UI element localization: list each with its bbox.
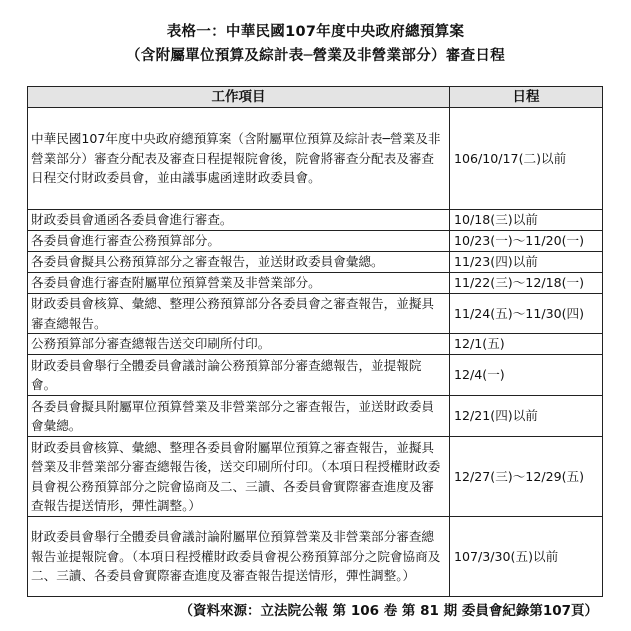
task-cell: 各委員會進行審查公務預算部分。 <box>28 231 450 252</box>
table-row <box>28 108 603 210</box>
task-cell: 財政委員會核算、彙總、整理公務預算部分各委員會之審查報告，並擬具審查總報告。 <box>28 294 450 334</box>
date-cell: 106/10/17(二)以前 <box>450 108 603 210</box>
table-row <box>28 396 603 437</box>
task-cell: 財政委員會舉行全體委員會議討論附屬單位預算營業及非營業部分審查總報告並提報院會。（本項日程授權財政委員會視公務預算部分之院會協商及二、三讀、各委員會實際審查進度及審查報告提送情形，彈性調整。） <box>28 517 450 597</box>
column-header-date: 日程 <box>450 87 603 108</box>
date-cell: 12/27(三)～12/29(五) <box>450 437 603 517</box>
table-row <box>28 294 603 334</box>
date-cell: 107/3/30(五)以前 <box>450 517 603 597</box>
task-cell: 各委員會進行審查附屬單位預算營業及非營業部分。 <box>28 273 450 294</box>
table-row <box>28 517 603 597</box>
task-cell: 公務預算部分審查總報告送交印刷所付印。 <box>28 334 450 355</box>
table-header-row <box>28 87 603 108</box>
task-cell: 中華民國107年度中央政府總預算案（含附屬單位預算及綜計表─營業及非營業部分）審查分配表及審查日程提報院會後，院會將審查分配表及審查日程交付財政委員會，並由議事處函達財政委員會。 <box>28 108 450 210</box>
table-row <box>28 231 603 252</box>
date-cell: 10/18(三)以前 <box>450 210 603 231</box>
date-cell: 11/22(三)～12/18(一) <box>450 273 603 294</box>
source-citation: （資料來源：立法院公報 第 106 卷 第 81 期 委員會紀錄第107頁） <box>179 603 598 619</box>
review-schedule-table <box>27 86 603 597</box>
task-cell: 財政委員會核算、彙總、整理各委員會附屬單位預算之審查報告，並擬具營業及非營業部分審查總報告後，送交印刷所付印。（本項日程授權財政委員會視公務預算部分之院會協商及二、三讀、各委員會實際審查進度及審查報告提送情形，彈性調整。） <box>28 437 450 517</box>
table-row <box>28 355 603 396</box>
date-cell: 11/23(四)以前 <box>450 252 603 273</box>
task-cell: 財政委員會舉行全體委員會議討論公務預算部分審查總報告，並提報院會。 <box>28 355 450 396</box>
task-cell: 財政委員會通函各委員會進行審查。 <box>28 210 450 231</box>
table-row <box>28 252 603 273</box>
date-cell: 12/1(五) <box>450 334 603 355</box>
task-cell: 各委員會擬具公務預算部分之審查報告，並送財政委員會彙總。 <box>28 252 450 273</box>
table-row <box>28 334 603 355</box>
date-cell: 11/24(五)～11/30(四) <box>450 294 603 334</box>
date-cell: 10/23(一)～11/20(一) <box>450 231 603 252</box>
date-cell: 12/4(一) <box>450 355 603 396</box>
document-title: 表格一：中華民國107年度中央政府總預算案 <box>166 24 465 40</box>
table-row <box>28 210 603 231</box>
document-subtitle: （含附屬單位預算及綜計表─營業及非營業部分）審查日程 <box>125 48 506 64</box>
task-cell: 各委員會擬具附屬單位預算營業及非營業部分之審查報告，並送財政委員會彙總。 <box>28 396 450 437</box>
table-row <box>28 273 603 294</box>
table-row <box>28 437 603 517</box>
column-header-task: 工作項目 <box>28 87 450 108</box>
date-cell: 12/21(四)以前 <box>450 396 603 437</box>
